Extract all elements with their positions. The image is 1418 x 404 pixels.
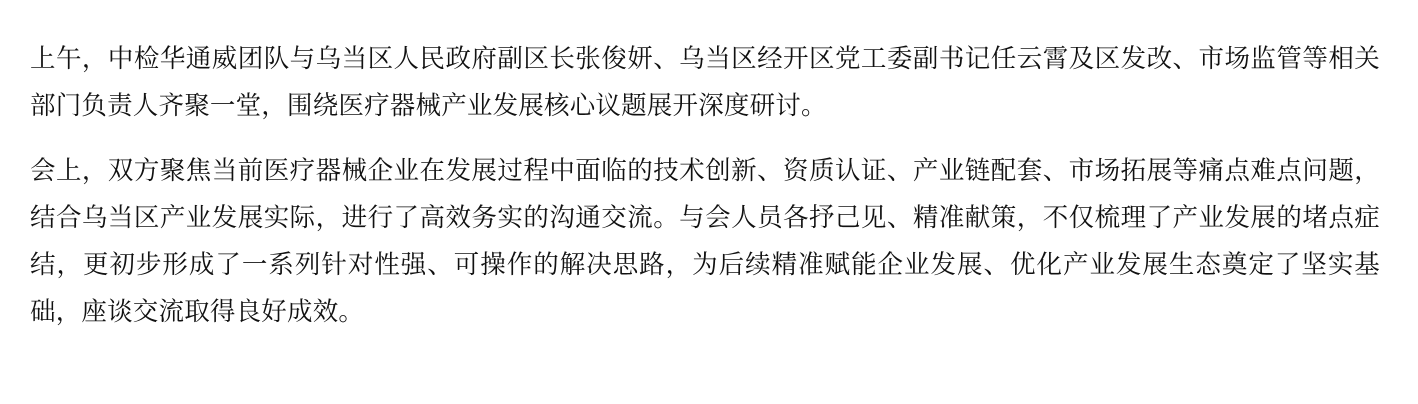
paragraph-2: 会上，双方聚焦当前医疗器械企业在发展过程中面临的技术创新、资质认证、产业链配套、市场拓展等痛点难点问题，结合乌当区产业发展实际，进行了高效务实的沟通交流。与会人员各抒己见、精准献策，不仅梳理了产业发展的堵点症结，更初步形成了一系列针对性强、可操作的解决思路，为后续精准赋能企业发展、优化产业发展生态奠定了坚实基础，座谈交流取得良好成效。	[30, 157, 1380, 326]
paragraph-1: 上午，中检华通威团队与乌当区人民政府副区长张俊妍、乌当区经开区党工委副书记任云霄及区发改、市场监管等相关部门负责人齐聚一堂，围绕医疗器械产业发展核心议题展开深度研讨。	[30, 45, 1380, 120]
